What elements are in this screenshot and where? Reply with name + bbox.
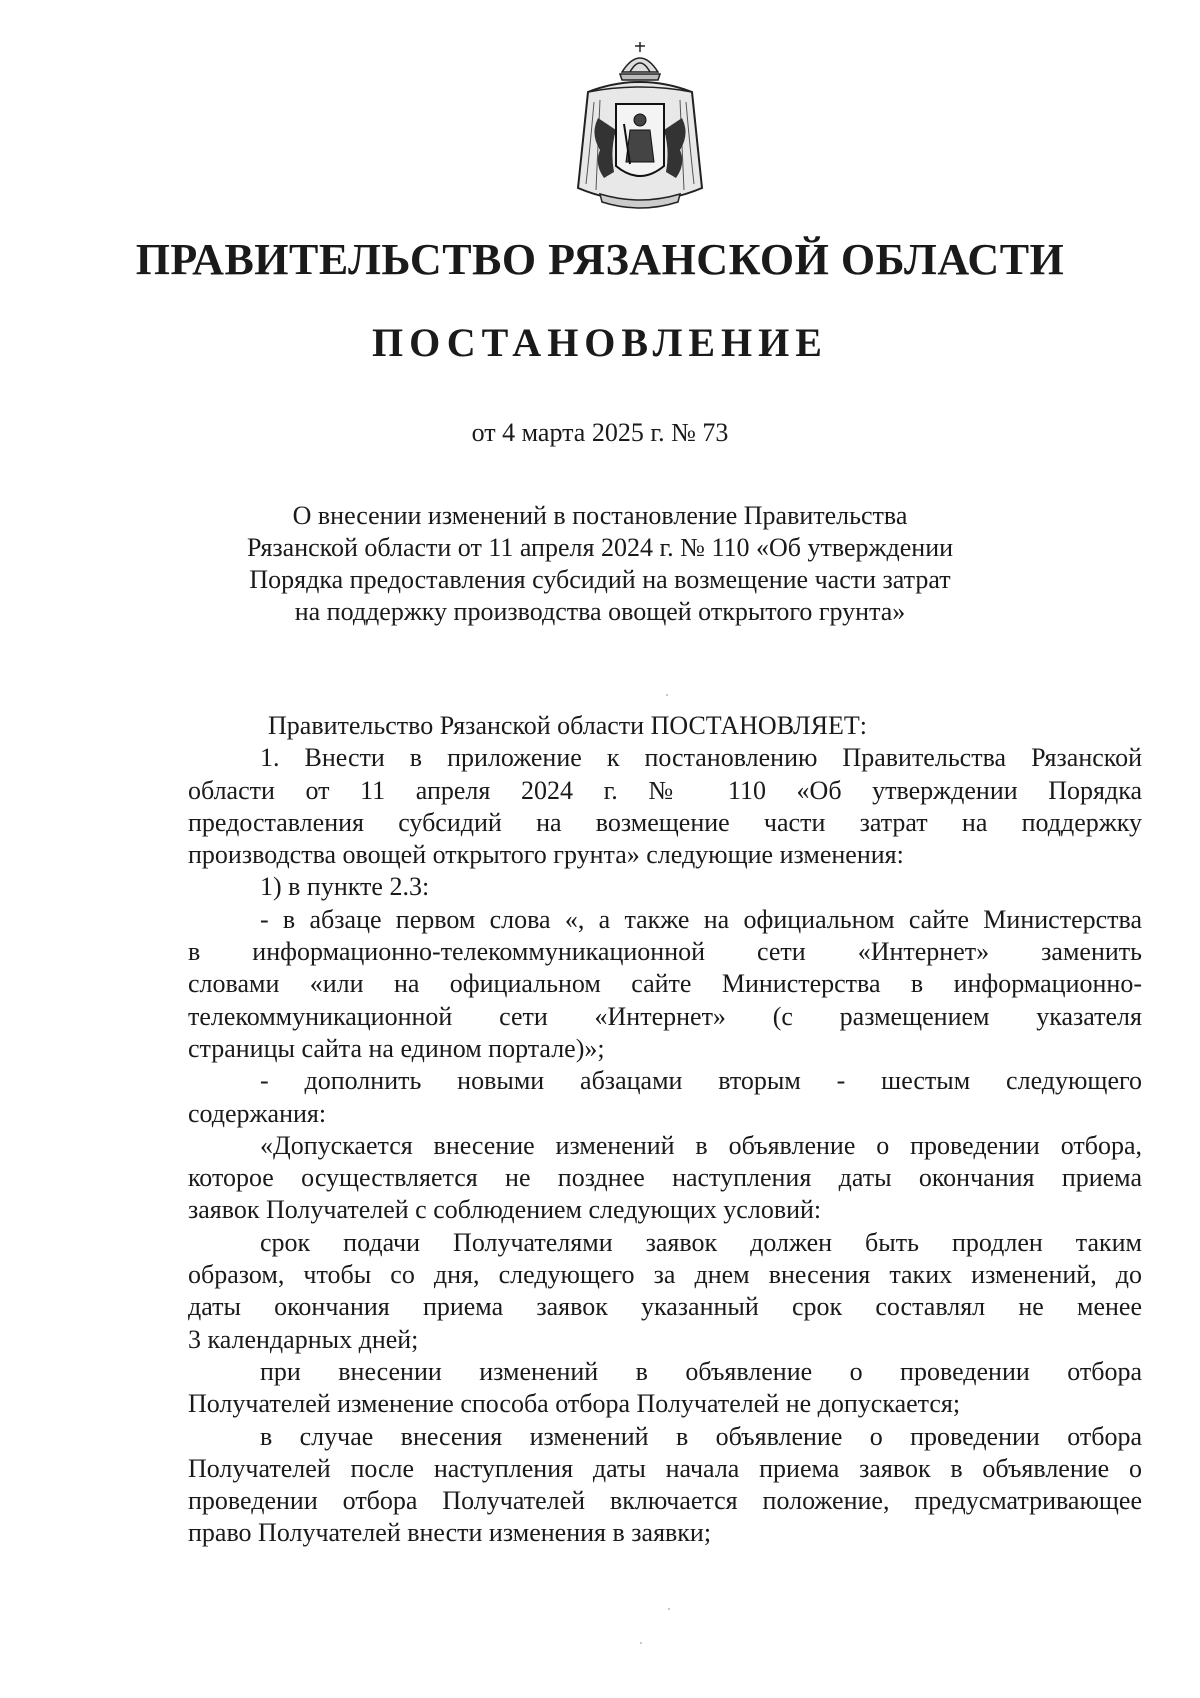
body-line: в информационно-телекоммуникационной сети «Интернет» заменить	[188, 937, 1142, 967]
body-line: при внесении изменений в объявление о проведении отбора	[260, 1356, 1142, 1386]
body-line: Получателей изменение способа отбора Получателей не допускается;	[188, 1389, 961, 1419]
subject-line: О внесении изменений в постановление Правительства	[292, 501, 908, 530]
coat-of-arms-emblem	[560, 38, 720, 216]
body-line: Получателей после наступления даты начала приема заявок в объявление о	[188, 1453, 1142, 1483]
body-line: страницы сайта на едином портале)»;	[188, 1033, 605, 1063]
body-line: право Получателей внести изменения в заявки;	[188, 1518, 712, 1548]
document-subject	[0, 500, 1200, 628]
government-title: ПРАВИТЕЛЬСТВО РЯЗАНСКОЙ ОБЛАСТИ	[135, 235, 1065, 284]
body-line: предоставления субсидий на возмещение части затрат на поддержку	[188, 807, 1142, 837]
body-line: 1. Внести в приложение к постановлению Правительства Рязанской	[260, 743, 1142, 773]
body-line: «Допускается внесение изменений в объявление о проведении отбора,	[260, 1130, 1142, 1160]
body-line: Правительство Рязанской области ПОСТАНОВЛЯЕТ:	[268, 711, 868, 740]
body-line: срок подачи Получателями заявок должен быть продлен таким	[260, 1227, 1142, 1257]
body-line: образом, чтобы со дня, следующего за днем внесения таких изменений, до	[188, 1260, 1142, 1290]
scan-speck	[666, 694, 668, 696]
body-line: телекоммуникационной сети «Интернет» (с размещением указателя	[188, 1001, 1142, 1031]
document-type-title: ПОСТАНОВЛЕНИЕ	[372, 320, 828, 365]
document-date-number: от 4 марта 2025 г. № 73	[471, 418, 729, 447]
body-line: словами «или на официальном сайте Министерства в информационно-	[188, 969, 1142, 999]
body-line: - дополнить новыми абзацами вторым - шестым следующего	[260, 1066, 1142, 1096]
body-line: производства овощей открытого грунта» следующие изменения:	[188, 840, 904, 870]
scan-speck	[640, 1642, 642, 1644]
subject-line: на поддержку производства овощей открытого грунта»	[294, 597, 906, 626]
scan-speck	[668, 1608, 670, 1610]
body-line: заявок Получателей с соблюдением следующих условий:	[188, 1195, 822, 1225]
body-line: проведении отбора Получателей включается положение, предусматривающее	[188, 1486, 1142, 1516]
body-line: даты окончания приема заявок указанный срок составлял не менее	[188, 1292, 1142, 1322]
body-line: которое осуществляется не позднее наступления даты окончания приема	[188, 1163, 1142, 1193]
subject-line: Рязанской области от 11 апреля 2024 г. № 110 «Об утверждении	[246, 533, 954, 562]
body-line: - в абзаце первом слова «, а также на официальном сайте Министерства	[260, 904, 1142, 934]
body-line: 1) в пункте 2.3:	[260, 872, 430, 902]
document-body	[188, 710, 1142, 1550]
body-line: содержания:	[188, 1098, 327, 1128]
subject-line: Порядка предоставления субсидий на возмещение части затрат	[249, 565, 951, 594]
body-line: области от 11 апреля 2024 г. № 110 «Об утверждении Порядка	[188, 775, 1142, 805]
body-line: 3 календарных дней;	[188, 1324, 419, 1354]
body-line: в случае внесения изменений в объявление о проведении отбора	[260, 1421, 1142, 1451]
